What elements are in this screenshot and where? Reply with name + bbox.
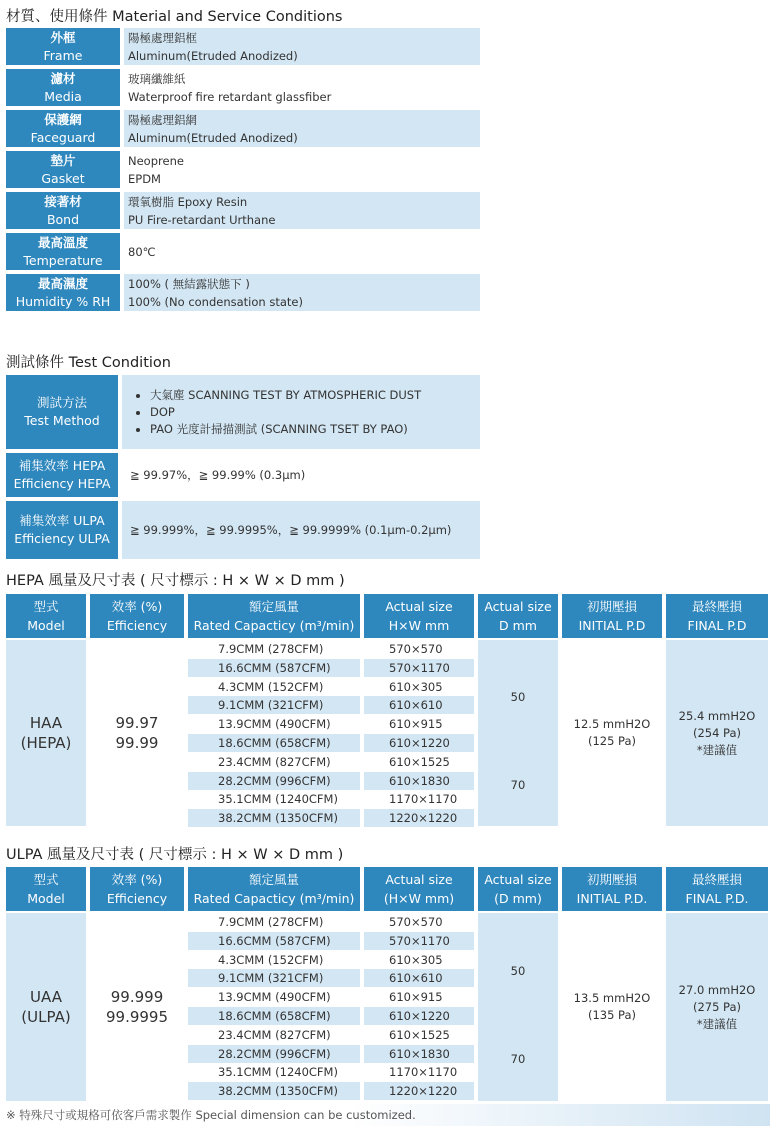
row-value: Aluminum(Etruded Anodized): [128, 48, 298, 63]
actual-size-cell: 1220×1220: [364, 1082, 474, 1100]
rated-capacity-cell: 9.1CMM (321CFM): [188, 696, 360, 714]
ulpa-header-initial-pd: [562, 867, 662, 911]
row-label-zh: 最高濕度: [37, 275, 88, 291]
material-row-bond: [6, 192, 480, 229]
model-type: (ULPA): [21, 1008, 71, 1026]
test-method-item: • PAO 光度計掃描測試 (SCANNING TSET BY PAO): [150, 421, 480, 438]
header-zh: Actual size: [484, 872, 552, 887]
row-label-en: Temperature: [23, 252, 103, 268]
row-label-zh: 保護網: [44, 111, 82, 127]
row-value: 玻璃纖維紙: [128, 71, 186, 86]
row-label-en: Frame: [43, 47, 83, 63]
label-zh: 補集效率 HEPA: [18, 458, 106, 473]
ulpa-efficiency-label: [6, 501, 118, 559]
model-name: UAA: [30, 988, 62, 1006]
actual-size-cell: 570×570: [364, 913, 474, 931]
efficiency-value: ≧ 99.999%，≧ 99.9995%，≧ 99.9999% (0.1μm-0.2μm): [130, 522, 452, 537]
pd-value: (125 Pa): [587, 734, 637, 748]
header-zh: 初期壓損: [586, 599, 637, 614]
actual-size-cell: 610×915: [364, 988, 474, 1006]
header-zh: Actual size: [385, 599, 453, 614]
pd-value: 27.0 mmH2O: [678, 982, 756, 997]
ulpa-header-model: [6, 867, 86, 911]
rated-capacity-cell: 35.1CMM (1240CFM): [188, 790, 360, 808]
ulpa-initial-pd-cell: [562, 913, 662, 1101]
row-label-zh: 接著材: [44, 193, 82, 209]
ulpa-header-efficiency: [90, 867, 184, 911]
test-method-list: [122, 375, 480, 449]
actual-size-cell: 570×1170: [364, 932, 474, 950]
hepa-header-efficiency: [90, 594, 184, 638]
material-section-title: 材質、使用條件 Material and Service Conditions: [6, 9, 343, 25]
header-zh: 最終壓損: [691, 599, 742, 614]
rated-capacity-cell: 16.6CMM (587CFM): [188, 659, 360, 677]
actual-size-cell: 610×305: [364, 678, 474, 696]
rated-capacity-cell: 4.3CMM (152CFM): [188, 951, 360, 969]
actual-size-cell: 610×305: [364, 951, 474, 969]
pd-value: (135 Pa): [587, 1008, 637, 1022]
label-en: Test Method: [24, 413, 100, 428]
efficiency-value: 99.97: [115, 714, 159, 732]
rated-capacity-cell: 18.6CMM (658CFM): [188, 734, 360, 752]
rated-capacity-cell: 7.9CMM (278CFM): [188, 913, 360, 931]
header-en: FINAL P.D.: [685, 891, 749, 906]
row-value: Aluminum(Etruded Anodized): [128, 130, 298, 145]
pd-note: *建議值: [696, 742, 738, 757]
pd-value: 12.5 mmH2O: [573, 717, 651, 731]
row-value: 陽極處理鋁網: [128, 112, 197, 127]
row-value: 100% ( 無結露狀態下 ): [128, 276, 250, 291]
rated-capacity-cell: 38.2CMM (1350CFM): [188, 1082, 360, 1100]
test-section-title: 測試條件 Test Condition: [6, 355, 171, 371]
actual-size-cell: 610×610: [364, 696, 474, 714]
rated-capacity-cell: 13.9CMM (490CFM): [188, 988, 360, 1006]
header-en: FINAL P.D: [687, 618, 747, 633]
row-value: 100% (No condensation state): [128, 294, 303, 309]
efficiency-value: 99.999: [110, 988, 164, 1006]
rated-capacity-cell: 18.6CMM (658CFM): [188, 1007, 360, 1025]
pd-value: (254 Pa): [692, 725, 742, 740]
hepa-efficiency-label: [6, 453, 118, 497]
header-en: H×W mm: [388, 618, 450, 633]
ulpa-header-final-pd: [666, 867, 768, 911]
header-zh: Actual size: [484, 599, 552, 614]
label-zh: 補集效率 ULPA: [19, 513, 105, 528]
row-value: EPDM: [128, 171, 161, 186]
actual-size-cell: 610×1525: [364, 1026, 474, 1044]
rated-capacity-cell: 35.1CMM (1240CFM): [188, 1063, 360, 1081]
header-zh: 初期壓損: [586, 872, 637, 887]
row-label-zh: 濾材: [50, 70, 76, 86]
ulpa-header-capacity: [188, 867, 360, 911]
header-zh: 型式: [33, 599, 59, 614]
ulpa-depth-bg: [478, 913, 558, 1101]
header-zh: 型式: [33, 872, 59, 887]
rated-capacity-cell: 28.2CMM (996CFM): [188, 772, 360, 790]
header-zh: 最終壓損: [691, 872, 742, 887]
material-row-humidity: [6, 274, 480, 311]
efficiency-value: 99.99: [115, 734, 159, 752]
hepa-depth-70: 70: [510, 777, 526, 792]
row-label-zh: 最高溫度: [37, 234, 88, 250]
hepa-header-capacity: [188, 594, 360, 638]
ulpa-efficiency-value: [122, 501, 480, 559]
hepa-model-cell: [6, 640, 86, 826]
row-label-zh: 外框: [50, 29, 76, 45]
row-label-en: Gasket: [41, 170, 85, 186]
row-label-en: Bond: [46, 211, 80, 227]
rated-capacity-cell: 4.3CMM (152CFM): [188, 678, 360, 696]
ulpa-model-cell: [6, 913, 86, 1101]
header-en: Rated Capacticy (m³/min): [193, 891, 355, 906]
header-zh: 額定風量: [248, 872, 299, 887]
label-en: Efficiency ULPA: [14, 531, 110, 546]
header-en: INITIAL P.D: [578, 618, 646, 633]
rated-capacity-cell: 23.4CMM (827CFM): [188, 1026, 360, 1044]
header-zh: 額定風量: [248, 599, 299, 614]
hepa-header-size-hw: [364, 594, 474, 638]
row-label-en: Humidity % RH: [15, 293, 111, 309]
row-value: 陽極處理鋁框: [128, 30, 197, 45]
actual-size-cell: 1170×1170: [364, 790, 474, 808]
actual-size-cell: 610×1220: [364, 1007, 474, 1025]
actual-size-cell: 610×1830: [364, 1045, 474, 1063]
row-value: 80℃: [128, 244, 156, 259]
header-en: (D mm): [494, 891, 542, 906]
hepa-efficiency-cell: [90, 640, 184, 826]
hepa-initial-pd-cell: [562, 640, 662, 826]
footnote: ※ 特殊尺寸或規格可依客戶需求製作 Special dimension can be customized.: [6, 1104, 770, 1126]
ulpa-header-size-d: [478, 867, 558, 911]
actual-size-cell: 610×1220: [364, 734, 474, 752]
hepa-header-size-d: [478, 594, 558, 638]
actual-size-cell: 610×1830: [364, 772, 474, 790]
efficiency-value: ≧ 99.97%，≧ 99.99% (0.3μm): [130, 467, 306, 482]
header-zh: 效率 (%): [111, 599, 163, 614]
hepa-header-initial-pd: [562, 594, 662, 638]
rated-capacity-cell: 16.6CMM (587CFM): [188, 932, 360, 950]
hepa-header-final-pd: [666, 594, 768, 638]
material-row-frame: [6, 28, 480, 65]
ulpa-header-size-hw: [364, 867, 474, 911]
ulpa-final-pd-cell: [666, 913, 768, 1101]
actual-size-cell: 1220×1220: [364, 809, 474, 827]
ulpa-depth-50: 50: [510, 963, 526, 978]
actual-size-cell: 570×570: [364, 640, 474, 658]
material-row-media: [6, 69, 480, 106]
label-zh: 測試方法: [36, 395, 87, 410]
model-type: (HEPA): [20, 734, 72, 752]
label-en: Efficiency HEPA: [13, 476, 111, 491]
header-en: Model: [27, 618, 65, 633]
hepa-header-model: [6, 594, 86, 638]
actual-size-cell: 610×1525: [364, 753, 474, 771]
ulpa-table-title: ULPA 風量及尺寸表 ( 尺寸標示 : H × W × D mm ): [6, 847, 344, 863]
test-method-item: • 大氣塵 SCANNING TEST BY ATMOSPHERIC DUST: [150, 387, 480, 404]
header-en: Rated Capacticy (m³/min): [193, 618, 355, 633]
header-zh: Actual size: [385, 872, 453, 887]
material-row-faceguard: [6, 110, 480, 147]
row-value: Neoprene: [128, 153, 184, 168]
ulpa-depth-70: 70: [510, 1051, 526, 1066]
pd-value: 25.4 mmH2O: [678, 708, 756, 723]
pd-value: 13.5 mmH2O: [573, 991, 651, 1005]
header-zh: 效率 (%): [111, 872, 163, 887]
hepa-final-pd-cell: [666, 640, 768, 826]
actual-size-cell: 610×915: [364, 715, 474, 733]
material-row-gasket: [6, 151, 480, 188]
header-en: D mm: [499, 618, 537, 633]
actual-size-cell: 570×1170: [364, 659, 474, 677]
rated-capacity-cell: 9.1CMM (321CFM): [188, 969, 360, 987]
row-value: Waterproof fire retardant glassfiber: [128, 89, 332, 104]
hepa-efficiency-value: [122, 453, 480, 497]
header-en: Efficiency: [106, 891, 168, 906]
header-en: Model: [27, 891, 65, 906]
hepa-table-title: HEPA 風量及尺寸表 ( 尺寸標示 : H × W × D mm ): [6, 573, 345, 589]
actual-size-cell: 610×610: [364, 969, 474, 987]
row-value: 環氧樹脂 Epoxy Resin: [128, 194, 248, 209]
rated-capacity-cell: 13.9CMM (490CFM): [188, 715, 360, 733]
row-label-zh: 墊片: [50, 152, 76, 168]
pd-note: *建議值: [696, 1016, 738, 1031]
header-en: Efficiency: [106, 618, 168, 633]
hepa-depth-50: 50: [510, 689, 526, 704]
efficiency-value: 99.9995: [105, 1008, 169, 1026]
rated-capacity-cell: 28.2CMM (996CFM): [188, 1045, 360, 1063]
rated-capacity-cell: 38.2CMM (1350CFM): [188, 809, 360, 827]
rated-capacity-cell: 7.9CMM (278CFM): [188, 640, 360, 658]
header-en: INITIAL P.D.: [576, 891, 648, 906]
row-value: PU Fire-retardant Urthane: [128, 212, 276, 227]
material-row-temperature: [6, 233, 480, 270]
ulpa-efficiency-cell: [90, 913, 184, 1101]
row-label-en: Media: [44, 88, 82, 104]
test-method-item: • DOP: [150, 404, 480, 421]
rated-capacity-cell: 23.4CMM (827CFM): [188, 753, 360, 771]
hepa-depth-bg: [478, 640, 558, 826]
model-name: HAA: [29, 714, 63, 732]
header-en: (H×W mm): [383, 891, 455, 906]
pd-value: (275 Pa): [692, 999, 742, 1014]
actual-size-cell: 1170×1170: [364, 1063, 474, 1081]
row-label-en: Faceguard: [30, 129, 96, 145]
test-method-label: [6, 375, 118, 449]
